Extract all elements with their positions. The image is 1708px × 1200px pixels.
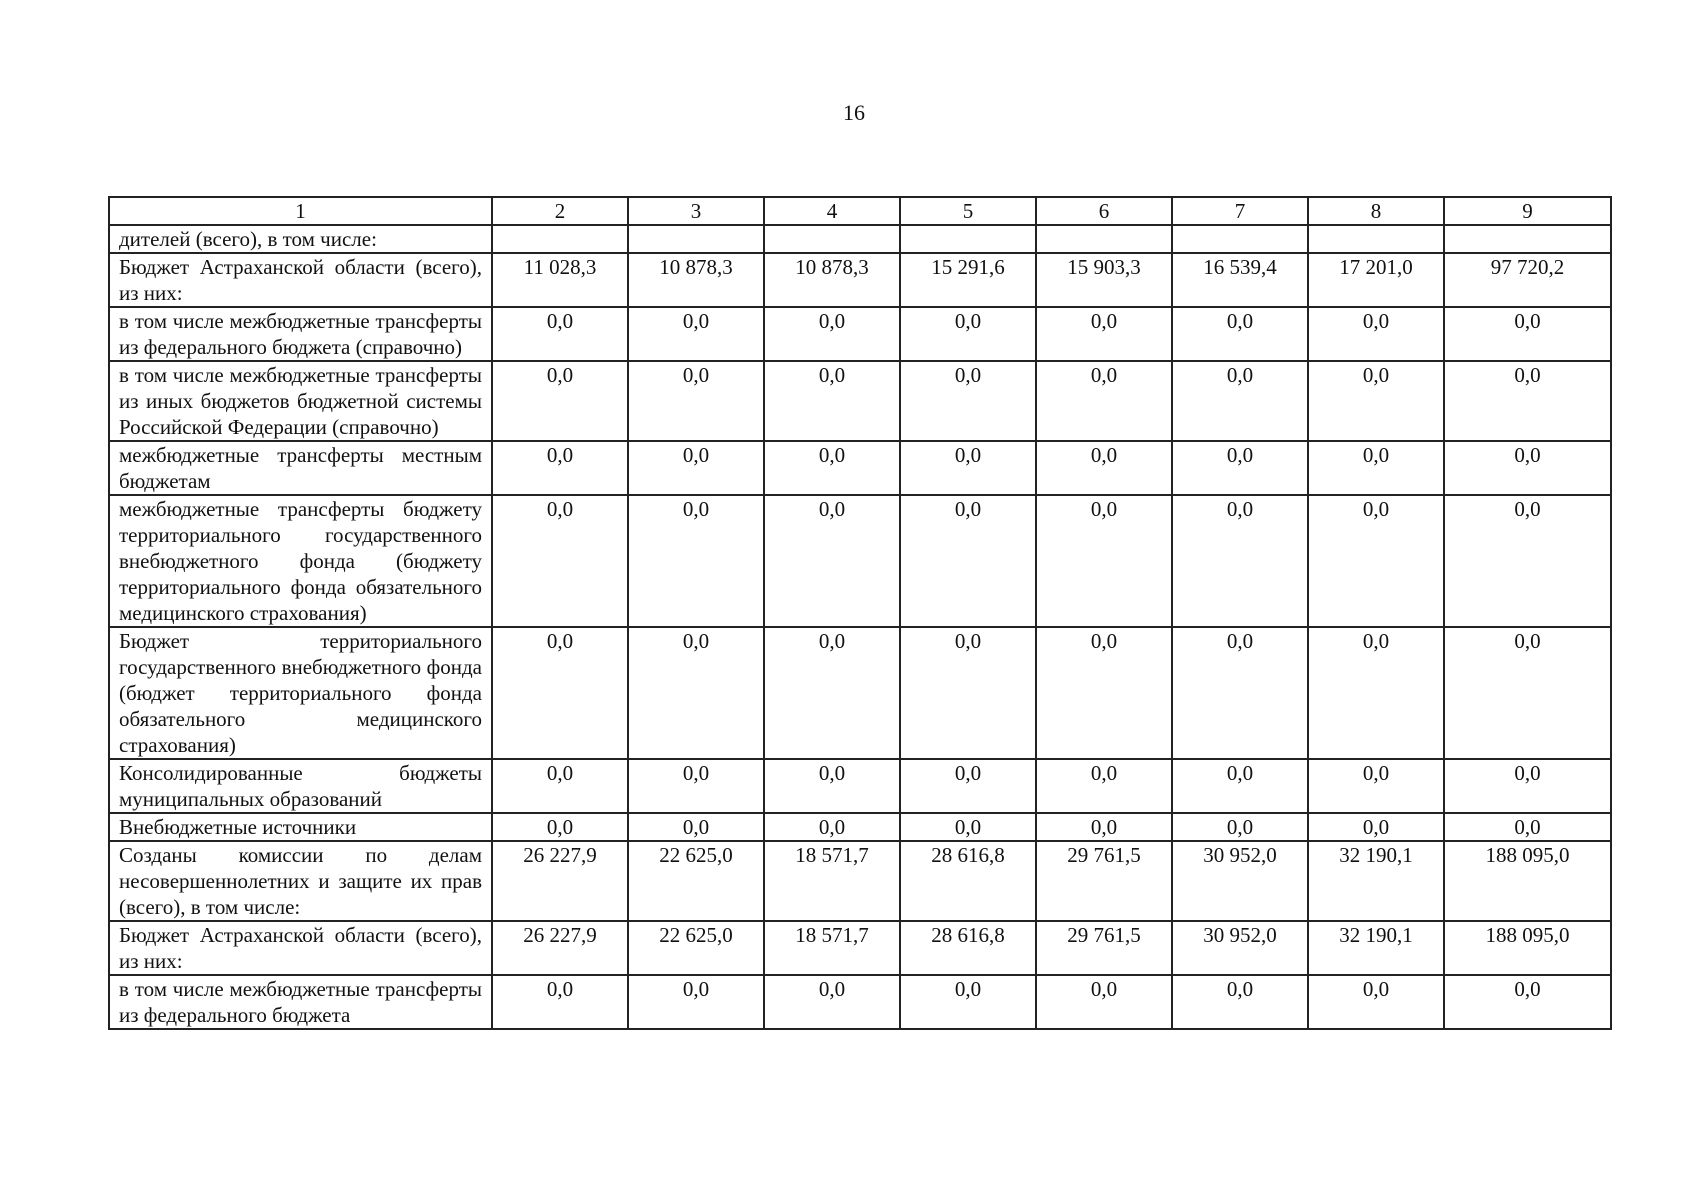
table-row [109,813,1611,841]
row-value: 0,0 [1444,813,1611,841]
row-value: 22 625,0 [628,921,764,975]
row-value: 0,0 [628,307,764,361]
table-row [109,841,1611,921]
row-value: 0,0 [1444,307,1611,361]
row-value: 0,0 [900,441,1036,495]
row-value: 0,0 [900,307,1036,361]
row-value: 18 571,7 [764,841,900,921]
row-value: 0,0 [1444,627,1611,759]
table-row [109,361,1611,441]
row-value: 97 720,2 [1444,253,1611,307]
column-number-1: 1 [109,197,492,225]
row-value: 0,0 [492,441,628,495]
row-label: межбюджетные трансферты местным бюджетам [109,441,492,495]
row-value: 0,0 [1308,441,1444,495]
row-value: 0,0 [1308,307,1444,361]
row-value: 16 539,4 [1172,253,1308,307]
row-value: 0,0 [1036,813,1172,841]
row-value: 0,0 [1172,361,1308,441]
row-value: 0,0 [1036,759,1172,813]
row-value: 26 227,9 [492,921,628,975]
column-number-5: 5 [900,197,1036,225]
row-value: 0,0 [1172,307,1308,361]
row-value: 0,0 [764,627,900,759]
row-value [1036,225,1172,253]
column-number-row [109,197,1611,225]
column-number-7: 7 [1172,197,1308,225]
row-value [1444,225,1611,253]
row-value: 0,0 [1444,361,1611,441]
row-value: 0,0 [764,759,900,813]
row-value: 0,0 [1172,495,1308,627]
row-value [492,225,628,253]
row-label: дителей (всего), в том числе: [109,225,492,253]
row-value [628,225,764,253]
row-value: 0,0 [628,759,764,813]
row-value: 18 571,7 [764,921,900,975]
row-value: 0,0 [628,495,764,627]
row-value: 0,0 [1172,813,1308,841]
column-number-9: 9 [1444,197,1611,225]
row-value: 0,0 [1308,495,1444,627]
row-value [1172,225,1308,253]
row-label: Бюджет Астраханской области (всего), из них: [109,921,492,975]
row-value: 0,0 [1444,441,1611,495]
row-label: в том числе межбюджетные трансферты из федерального бюджета [109,975,492,1029]
row-value: 10 878,3 [764,253,900,307]
row-value: 0,0 [1036,495,1172,627]
row-value: 0,0 [1308,975,1444,1029]
row-value: 0,0 [1308,759,1444,813]
row-value: 0,0 [628,813,764,841]
row-value: 15 903,3 [1036,253,1172,307]
row-value: 0,0 [628,361,764,441]
row-value: 28 616,8 [900,921,1036,975]
row-value: 0,0 [1172,759,1308,813]
row-value: 10 878,3 [628,253,764,307]
row-value: 0,0 [764,975,900,1029]
table-row [109,759,1611,813]
row-value: 0,0 [764,495,900,627]
row-value: 11 028,3 [492,253,628,307]
row-value: 0,0 [764,441,900,495]
row-value: 0,0 [1036,627,1172,759]
row-value [900,225,1036,253]
column-number-6: 6 [1036,197,1172,225]
row-value: 0,0 [1172,627,1308,759]
table-row [109,253,1611,307]
row-value: 0,0 [1308,627,1444,759]
row-value: 0,0 [628,627,764,759]
row-value: 0,0 [1036,307,1172,361]
row-value: 0,0 [900,361,1036,441]
page-number: 16 [843,100,865,125]
row-value: 15 291,6 [900,253,1036,307]
row-label: Внебюджетные источники [109,813,492,841]
table-row [109,921,1611,975]
row-value: 188 095,0 [1444,841,1611,921]
row-value: 0,0 [1308,361,1444,441]
table-row [109,975,1611,1029]
row-value: 30 952,0 [1172,841,1308,921]
row-value: 0,0 [1036,441,1172,495]
row-value: 0,0 [492,813,628,841]
row-value: 0,0 [492,495,628,627]
row-value: 0,0 [492,759,628,813]
row-label: Консолидированные бюджеты муниципальных образований [109,759,492,813]
budget-table [108,196,1612,1030]
row-value: 0,0 [1172,441,1308,495]
column-number-2: 2 [492,197,628,225]
row-value: 0,0 [1036,361,1172,441]
row-label: Бюджет Астраханской области (всего), из них: [109,253,492,307]
table-row [109,495,1611,627]
row-value: 29 761,5 [1036,921,1172,975]
table-row [109,441,1611,495]
row-value: 0,0 [1036,975,1172,1029]
row-label: в том числе межбюджетные трансферты из федерального бюджета (справочно) [109,307,492,361]
table-body [109,225,1611,1029]
column-number-4: 4 [764,197,900,225]
row-value: 0,0 [900,495,1036,627]
column-number-8: 8 [1308,197,1444,225]
row-value: 0,0 [900,813,1036,841]
row-value: 17 201,0 [1308,253,1444,307]
row-value: 0,0 [1444,495,1611,627]
row-value: 0,0 [900,627,1036,759]
row-value: 26 227,9 [492,841,628,921]
row-value: 22 625,0 [628,841,764,921]
row-value: 0,0 [900,975,1036,1029]
row-value: 0,0 [764,307,900,361]
row-value [764,225,900,253]
row-value: 0,0 [1308,813,1444,841]
table-row [109,307,1611,361]
row-value: 188 095,0 [1444,921,1611,975]
row-value: 0,0 [628,975,764,1029]
column-number-3: 3 [628,197,764,225]
row-value: 0,0 [1444,975,1611,1029]
row-value: 0,0 [764,813,900,841]
table-row [109,225,1611,253]
row-value: 0,0 [764,361,900,441]
row-value: 0,0 [1172,975,1308,1029]
row-value: 0,0 [900,759,1036,813]
row-value: 32 190,1 [1308,921,1444,975]
row-value: 0,0 [492,975,628,1029]
row-label: межбюджетные трансферты бюджету территориального государственного внебюджетного фонда (бюджету территориального фонда обязательного медицинского страхования) [109,495,492,627]
row-value: 0,0 [492,307,628,361]
row-value: 0,0 [628,441,764,495]
row-value: 0,0 [1444,759,1611,813]
row-value: 32 190,1 [1308,841,1444,921]
row-value: 0,0 [492,361,628,441]
row-value: 28 616,8 [900,841,1036,921]
row-value: 29 761,5 [1036,841,1172,921]
row-label: Бюджет территориального государственного внебюджетного фонда (бюджет территориального фонда обязательного медицинского страхования) [109,627,492,759]
row-label: в том числе межбюджетные трансферты из иных бюджетов бюджетной системы Российской Федерации (справочно) [109,361,492,441]
row-label: Созданы комиссии по делам несовершеннолетних и защите их прав (всего), в том числе: [109,841,492,921]
row-value: 30 952,0 [1172,921,1308,975]
row-value [1308,225,1444,253]
table-row [109,627,1611,759]
row-value: 0,0 [492,627,628,759]
